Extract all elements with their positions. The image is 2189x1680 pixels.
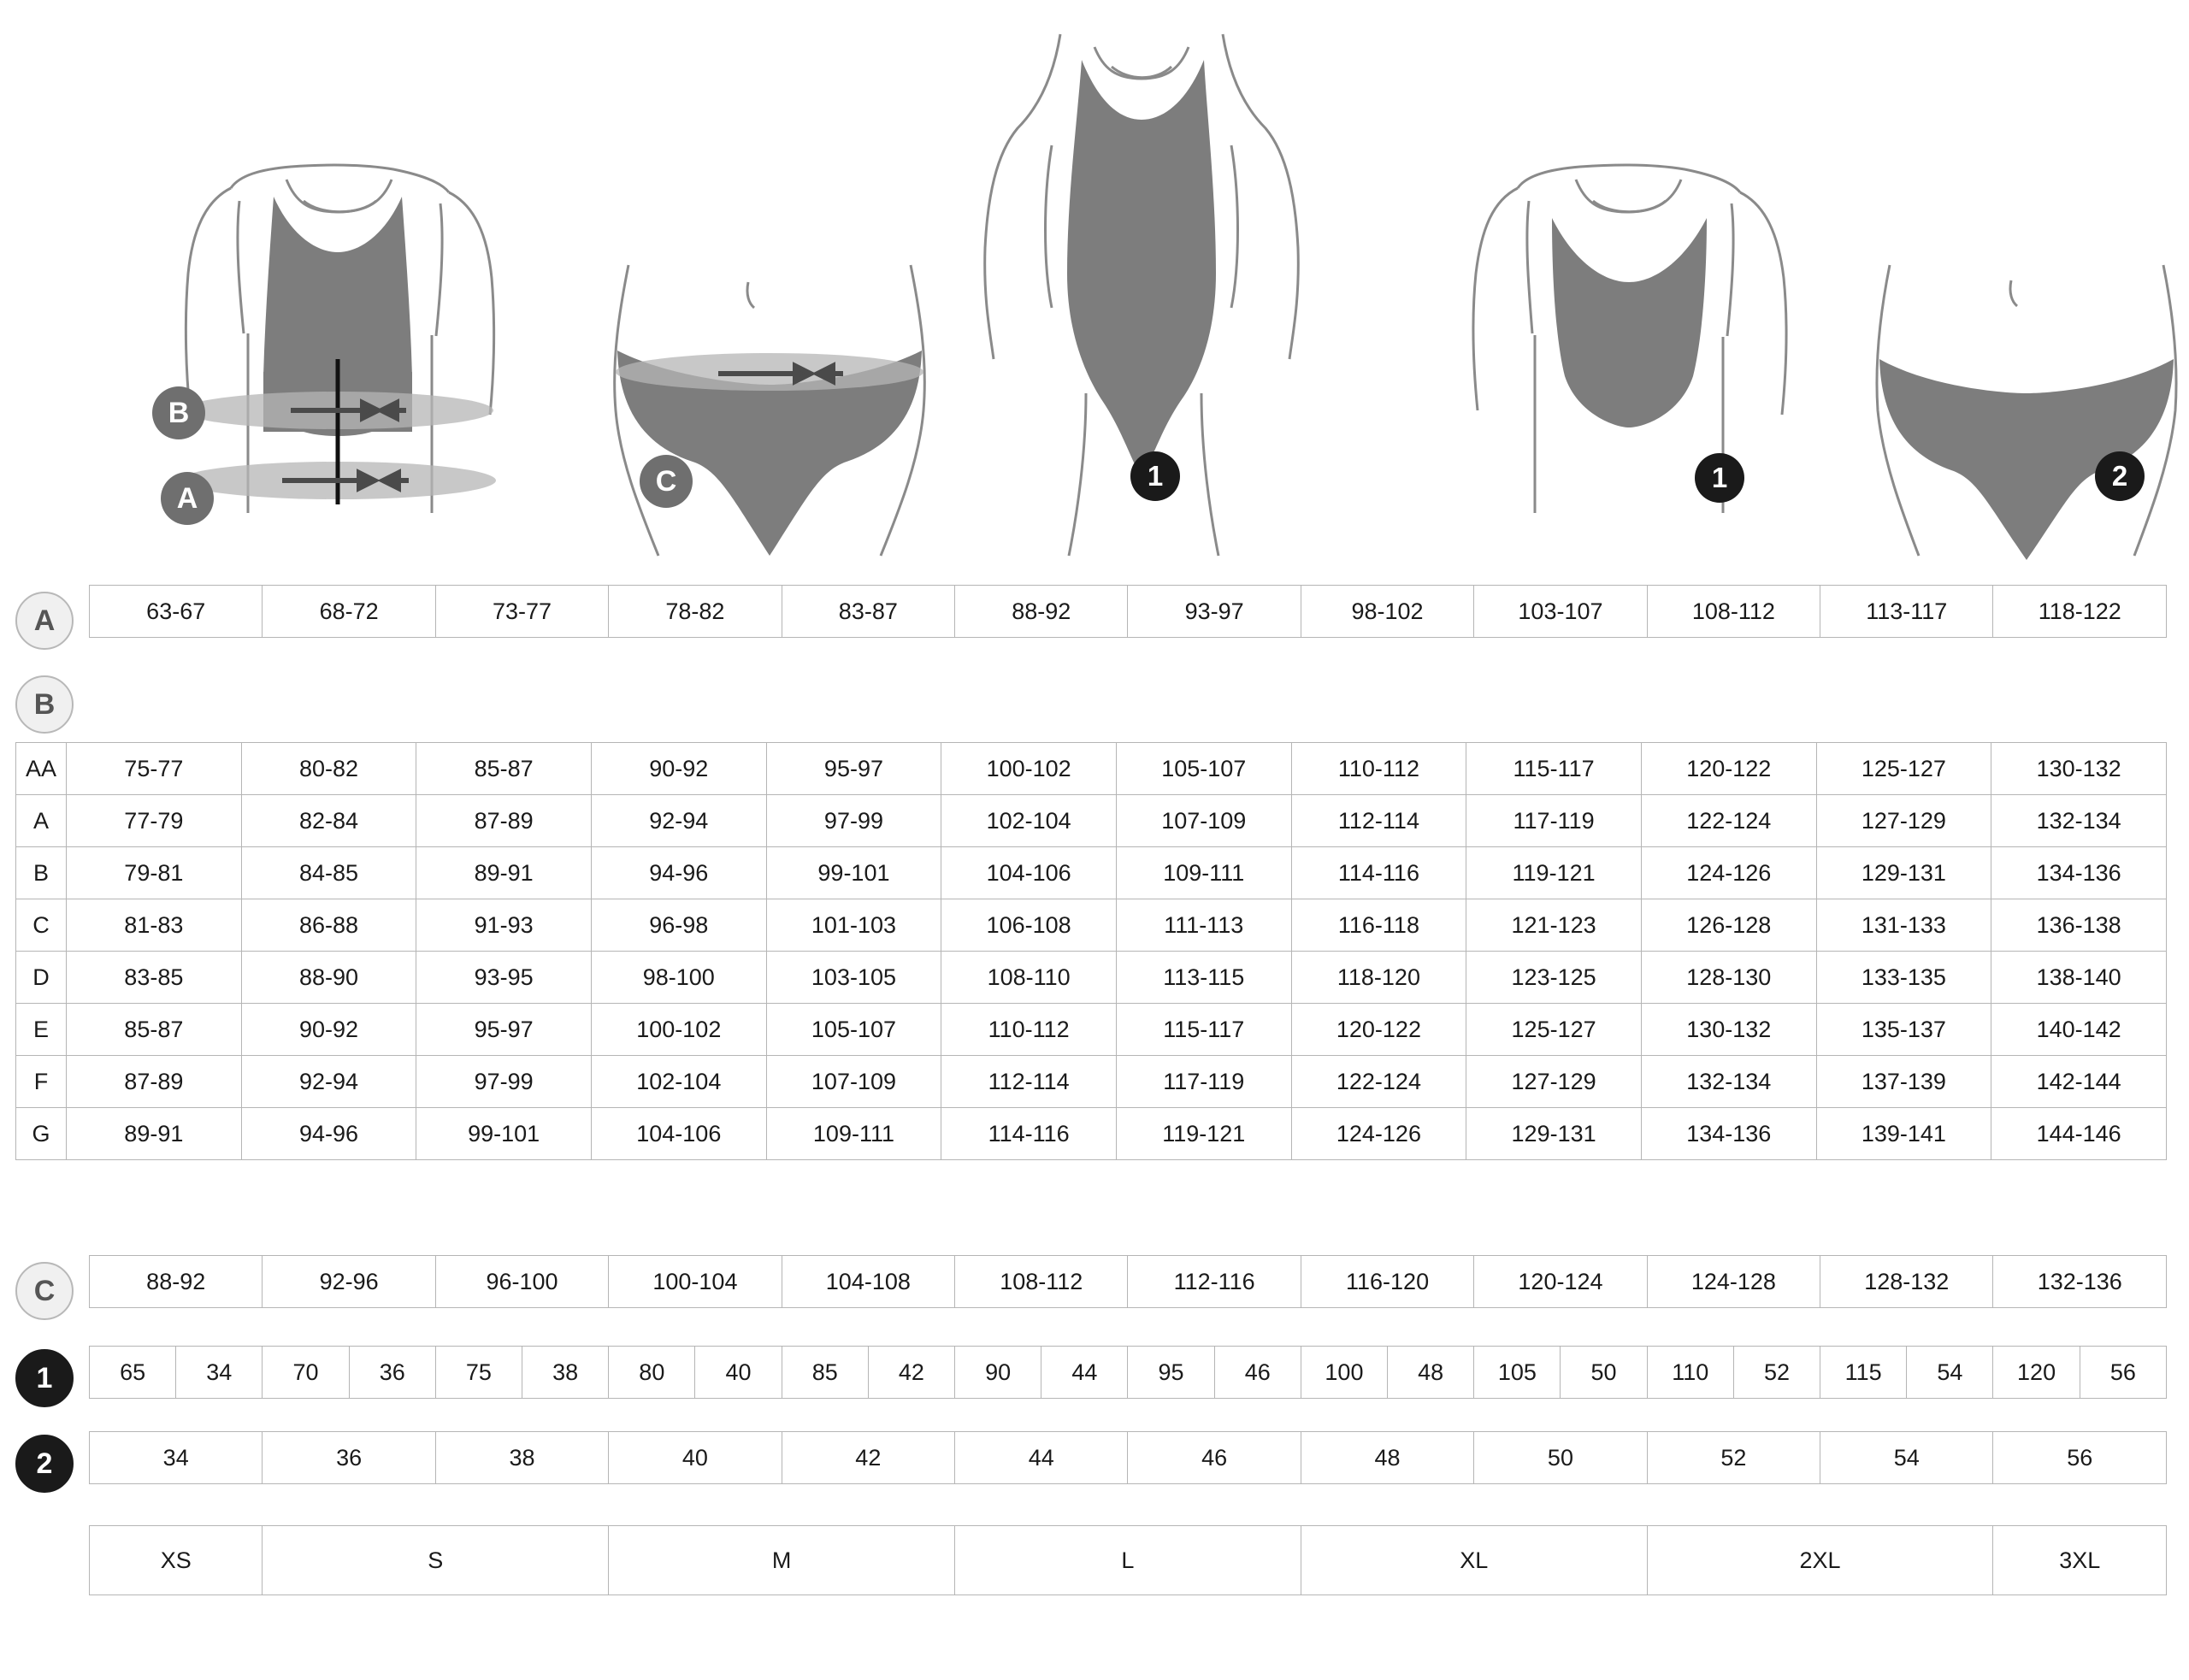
cell-b-3-11: 136-138	[1991, 899, 2167, 952]
cell-b-7-4: 109-111	[766, 1108, 941, 1160]
cell-b-0-1: 80-82	[241, 743, 416, 795]
cell-b-5-10: 135-137	[1816, 1004, 1991, 1056]
cup-label-A: A	[16, 795, 67, 847]
cell-b-0-9: 120-122	[1641, 743, 1816, 795]
cell-b-1-0: 77-79	[67, 795, 242, 847]
cell-b-2-6: 109-111	[1116, 847, 1291, 899]
cell-1-11-0: 120	[1993, 1347, 2080, 1399]
cell-b-1-1: 82-84	[241, 795, 416, 847]
cell-b-7-0: 89-91	[67, 1108, 242, 1160]
badge-C-figure: C	[640, 455, 693, 508]
cell-2-8: 50	[1474, 1432, 1647, 1484]
cup-label-E: E	[16, 1004, 67, 1056]
cell-b-5-8: 125-127	[1466, 1004, 1642, 1056]
row-A-block	[0, 573, 2189, 667]
hips-figure	[590, 256, 949, 564]
cell-2-0: 34	[90, 1432, 263, 1484]
cell-size-1: S	[263, 1526, 609, 1595]
cell-b-4-6: 113-115	[1116, 952, 1291, 1004]
table-row	[16, 1056, 2167, 1108]
cell-b-1-6: 107-109	[1116, 795, 1291, 847]
cell-b-2-3: 94-96	[591, 847, 766, 899]
table-row	[16, 1004, 2167, 1056]
cell-c-2: 96-100	[435, 1256, 608, 1308]
cell-b-3-6: 111-113	[1116, 899, 1291, 952]
cell-b-0-6: 105-107	[1116, 743, 1291, 795]
cell-b-3-5: 106-108	[941, 899, 1117, 952]
cell-1-3-1: 40	[695, 1347, 782, 1399]
cup-label-AA: AA	[16, 743, 67, 795]
cup-label-D: D	[16, 952, 67, 1004]
cell-b-6-10: 137-139	[1816, 1056, 1991, 1108]
cell-b-0-8: 115-117	[1466, 743, 1642, 795]
cell-b-4-11: 138-140	[1991, 952, 2167, 1004]
row-C-block	[0, 1238, 2189, 1341]
table-row	[16, 847, 2167, 899]
table-bust-cup	[15, 742, 2167, 1160]
cup-label-F: F	[16, 1056, 67, 1108]
cell-b-6-4: 107-109	[766, 1056, 941, 1108]
cell-b-7-7: 124-126	[1291, 1108, 1466, 1160]
cell-b-3-3: 96-98	[591, 899, 766, 952]
cell-1-2-0: 75	[435, 1347, 522, 1399]
table-row	[16, 743, 2167, 795]
table-row	[16, 952, 2167, 1004]
cell-b-0-4: 95-97	[766, 743, 941, 795]
cell-a-10: 113-117	[1820, 586, 1993, 638]
cell-size-0: XS	[90, 1526, 263, 1595]
cell-b-4-1: 88-90	[241, 952, 416, 1004]
cell-b-7-5: 114-116	[941, 1108, 1117, 1160]
cell-c-3: 100-104	[609, 1256, 782, 1308]
cell-1-4-1: 42	[868, 1347, 954, 1399]
cell-b-6-7: 122-124	[1291, 1056, 1466, 1108]
cell-c-0: 88-92	[90, 1256, 263, 1308]
cell-1-0-1: 34	[176, 1347, 263, 1399]
cell-a-9: 108-112	[1647, 586, 1820, 638]
cell-1-3-0: 80	[609, 1347, 695, 1399]
cell-b-6-11: 142-144	[1991, 1056, 2167, 1108]
table-row	[16, 1108, 2167, 1160]
cell-c-1: 92-96	[263, 1256, 435, 1308]
row-label-B: B	[15, 675, 74, 734]
cell-b-1-4: 97-99	[766, 795, 941, 847]
cell-size-5: 2XL	[1647, 1526, 1993, 1595]
cell-b-7-10: 139-141	[1816, 1108, 1991, 1160]
cup-label-C: C	[16, 899, 67, 952]
cell-size-4: XL	[1301, 1526, 1647, 1595]
cell-b-1-10: 127-129	[1816, 795, 1991, 847]
cell-1-5-0: 90	[955, 1347, 1041, 1399]
cell-a-8: 103-107	[1474, 586, 1647, 638]
cell-b-2-5: 104-106	[941, 847, 1117, 899]
row-label-C: C	[15, 1262, 74, 1320]
row-B-label-block	[0, 667, 2189, 742]
cell-b-5-3: 100-102	[591, 1004, 766, 1056]
row-B-block	[0, 742, 2189, 1238]
cell-b-4-8: 123-125	[1466, 952, 1642, 1004]
cell-1-9-1: 52	[1733, 1347, 1820, 1399]
table-row	[90, 586, 2167, 638]
brief-figure	[1864, 256, 2189, 564]
cell-b-2-4: 99-101	[766, 847, 941, 899]
table-letter-size	[89, 1525, 2167, 1595]
cell-b-2-7: 114-116	[1291, 847, 1466, 899]
cell-b-5-6: 115-117	[1116, 1004, 1291, 1056]
cell-2-5: 44	[955, 1432, 1128, 1484]
cell-size-3: L	[955, 1526, 1301, 1595]
cell-b-0-0: 75-77	[67, 743, 242, 795]
cell-b-2-0: 79-81	[67, 847, 242, 899]
cell-b-6-9: 132-134	[1641, 1056, 1816, 1108]
cell-a-2: 73-77	[435, 586, 608, 638]
cell-1-7-1: 48	[1388, 1347, 1474, 1399]
cell-b-7-6: 119-121	[1116, 1108, 1291, 1160]
cell-c-5: 108-112	[955, 1256, 1128, 1308]
cell-b-4-5: 108-110	[941, 952, 1117, 1004]
cell-1-4-0: 85	[782, 1347, 868, 1399]
badge-2-brief: 2	[2095, 451, 2145, 501]
cell-b-2-2: 89-91	[416, 847, 592, 899]
cell-size-6: 3XL	[1993, 1526, 2167, 1595]
cell-b-7-1: 94-96	[241, 1108, 416, 1160]
cell-b-1-9: 122-124	[1641, 795, 1816, 847]
table-row	[90, 1526, 2167, 1595]
cell-b-1-5: 102-104	[941, 795, 1117, 847]
cell-b-6-2: 97-99	[416, 1056, 592, 1108]
table-row	[90, 1347, 2167, 1399]
cell-b-5-9: 130-132	[1641, 1004, 1816, 1056]
cell-1-11-1: 56	[2080, 1347, 2166, 1399]
row-sizes-block	[0, 1513, 2189, 1607]
cell-b-4-4: 103-105	[766, 952, 941, 1004]
table-row	[16, 899, 2167, 952]
cell-b-5-5: 110-112	[941, 1004, 1117, 1056]
table-bra-size	[89, 1346, 2167, 1399]
cell-b-3-8: 121-123	[1466, 899, 1642, 952]
cell-b-4-10: 133-135	[1816, 952, 1991, 1004]
cell-1-0-0: 65	[90, 1347, 176, 1399]
cell-2-1: 36	[263, 1432, 435, 1484]
cell-2-9: 52	[1647, 1432, 1820, 1484]
bra-figure	[1402, 154, 1830, 564]
cell-b-6-5: 112-114	[941, 1056, 1117, 1108]
cell-1-6-1: 46	[1214, 1347, 1301, 1399]
table-hips	[89, 1255, 2167, 1308]
cell-c-9: 124-128	[1647, 1256, 1820, 1308]
cell-a-11: 118-122	[1993, 586, 2167, 638]
cell-b-6-8: 127-129	[1466, 1056, 1642, 1108]
cell-a-4: 83-87	[782, 586, 954, 638]
badge-A-figure: A	[161, 472, 214, 525]
row-label-2: 2	[15, 1435, 74, 1493]
cell-b-5-0: 85-87	[67, 1004, 242, 1056]
cell-c-4: 104-108	[782, 1256, 954, 1308]
badge-B-figure: B	[152, 386, 205, 439]
cell-2-10: 54	[1820, 1432, 1993, 1484]
cell-c-7: 116-120	[1301, 1256, 1473, 1308]
cell-b-6-6: 117-119	[1116, 1056, 1291, 1108]
cell-b-2-8: 119-121	[1466, 847, 1642, 899]
cell-1-8-1: 50	[1561, 1347, 1647, 1399]
cell-1-1-0: 70	[263, 1347, 349, 1399]
cell-1-8-0: 105	[1474, 1347, 1561, 1399]
cell-b-5-11: 140-142	[1991, 1004, 2167, 1056]
table-brief-size	[89, 1431, 2167, 1484]
cell-b-3-4: 101-103	[766, 899, 941, 952]
cell-b-0-11: 130-132	[1991, 743, 2167, 795]
cell-b-3-9: 126-128	[1641, 899, 1816, 952]
cell-b-1-11: 132-134	[1991, 795, 2167, 847]
cell-b-5-1: 90-92	[241, 1004, 416, 1056]
cell-b-5-7: 120-122	[1291, 1004, 1466, 1056]
cell-c-10: 128-132	[1820, 1256, 1993, 1308]
cell-1-10-1: 54	[1907, 1347, 1993, 1399]
cell-b-3-1: 86-88	[241, 899, 416, 952]
cell-b-6-0: 87-89	[67, 1056, 242, 1108]
cell-b-5-2: 95-97	[416, 1004, 592, 1056]
cell-1-6-0: 95	[1128, 1347, 1214, 1399]
cell-1-5-1: 44	[1041, 1347, 1128, 1399]
cell-b-0-2: 85-87	[416, 743, 592, 795]
row-2-block	[0, 1424, 2189, 1513]
cell-c-11: 132-136	[1993, 1256, 2167, 1308]
table-row	[90, 1256, 2167, 1308]
cell-b-0-10: 125-127	[1816, 743, 1991, 795]
cell-a-6: 93-97	[1128, 586, 1301, 638]
cell-a-5: 88-92	[955, 586, 1128, 638]
illustration-band	[0, 0, 2189, 573]
cell-c-8: 120-124	[1474, 1256, 1647, 1308]
cell-b-4-7: 118-120	[1291, 952, 1466, 1004]
row-label-1: 1	[15, 1349, 74, 1407]
cell-b-1-7: 112-114	[1291, 795, 1466, 847]
cell-b-4-3: 98-100	[591, 952, 766, 1004]
cell-b-0-3: 90-92	[591, 743, 766, 795]
cell-b-0-7: 110-112	[1291, 743, 1466, 795]
cell-b-4-9: 128-130	[1641, 952, 1816, 1004]
cell-b-2-10: 129-131	[1816, 847, 1991, 899]
cell-c-6: 112-116	[1128, 1256, 1301, 1308]
cell-a-3: 78-82	[609, 586, 782, 638]
cell-b-4-0: 83-85	[67, 952, 242, 1004]
cell-b-7-8: 129-131	[1466, 1108, 1642, 1160]
cell-2-6: 46	[1128, 1432, 1301, 1484]
cell-b-1-3: 92-94	[591, 795, 766, 847]
cell-1-7-0: 100	[1301, 1347, 1387, 1399]
cup-label-B: B	[16, 847, 67, 899]
cell-1-9-0: 110	[1647, 1347, 1733, 1399]
table-row	[16, 795, 2167, 847]
cell-size-2: M	[609, 1526, 955, 1595]
cell-1-2-1: 38	[522, 1347, 609, 1399]
cell-b-3-10: 131-133	[1816, 899, 1991, 952]
cell-2-3: 40	[609, 1432, 782, 1484]
cell-b-7-9: 134-136	[1641, 1108, 1816, 1160]
cell-a-1: 68-72	[263, 586, 435, 638]
cell-b-2-9: 124-126	[1641, 847, 1816, 899]
cell-b-7-3: 104-106	[591, 1108, 766, 1160]
cell-b-2-1: 84-85	[241, 847, 416, 899]
cell-1-10-0: 115	[1820, 1347, 1907, 1399]
cell-b-2-11: 134-136	[1991, 847, 2167, 899]
cell-b-0-5: 100-102	[941, 743, 1117, 795]
cell-b-1-2: 87-89	[416, 795, 592, 847]
row-1-block	[0, 1341, 2189, 1424]
cell-b-4-2: 93-95	[416, 952, 592, 1004]
cell-b-6-1: 92-94	[241, 1056, 416, 1108]
cell-a-0: 63-67	[90, 586, 263, 638]
cell-b-7-11: 144-146	[1991, 1108, 2167, 1160]
cell-b-1-8: 117-119	[1466, 795, 1642, 847]
badge-1-swimsuit: 1	[1130, 451, 1180, 501]
row-label-A: A	[15, 592, 74, 650]
cell-b-3-2: 91-93	[416, 899, 592, 952]
cell-2-7: 48	[1301, 1432, 1473, 1484]
cell-2-2: 38	[435, 1432, 608, 1484]
cell-a-7: 98-102	[1301, 586, 1473, 638]
cell-1-1-1: 36	[349, 1347, 435, 1399]
cell-2-4: 42	[782, 1432, 954, 1484]
cell-b-3-7: 116-118	[1291, 899, 1466, 952]
cell-b-3-0: 81-83	[67, 899, 242, 952]
cell-b-6-3: 102-104	[591, 1056, 766, 1108]
cell-b-7-2: 99-101	[416, 1108, 592, 1160]
cell-2-11: 56	[1993, 1432, 2167, 1484]
cup-label-G: G	[16, 1108, 67, 1160]
cell-b-5-4: 105-107	[766, 1004, 941, 1056]
table-row	[90, 1432, 2167, 1484]
table-underbust	[89, 585, 2167, 638]
badge-1-bra: 1	[1695, 453, 1744, 503]
